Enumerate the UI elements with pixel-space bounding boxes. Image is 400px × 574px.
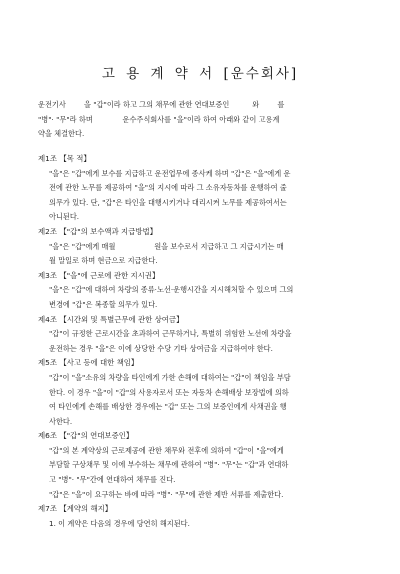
article-heading: 제4조 【시간외 및 특별근무에 관한 상여금】 <box>38 314 184 324</box>
article-line: 한다. 이 경우 "을"이 "갑"의 사용자로서 또는 자동차 손해배상 보장법에 의하 <box>49 387 289 397</box>
article-1 <box>38 152 368 225</box>
article-line: 변경에 "갑"은 복종할 의무가 있다. <box>49 299 158 309</box>
article-line: "을"은 "갑"에게 보수를 지급하고 운전업무에 종사케 하며 "갑"은 "을"에게 운 <box>49 168 291 178</box>
article-line: 운전하는 경우 "을"은 이에 상당한 수당 기타 상여금을 지급하여야 한다. <box>49 343 273 353</box>
article-2 <box>38 225 368 269</box>
article-line: 사한다. <box>49 416 73 426</box>
article-line: 아니된다. <box>49 212 80 222</box>
article-5 <box>38 356 368 429</box>
article-body <box>38 517 368 532</box>
article-body <box>38 371 368 429</box>
article-body <box>38 444 368 502</box>
article-line: 의무가 있다. 단, "갑"은 타인을 대행시키거나 대리시켜 노무를 제공하여서는 <box>49 197 287 207</box>
intro-line: "병"· "무"라 하며 운수주식회사를 "을"이라 하여 아래와 같이 고용계 <box>38 114 280 124</box>
article-3 <box>38 269 368 313</box>
article-line: "을"은 "갑"에 대하여 차량의 종류·노선·운행시간을 지시해처할 수 있으며 그의 <box>49 285 294 295</box>
article-heading: 제5조 【사고 등에 대한 책임】 <box>38 358 139 368</box>
article-line: "갑"이 규정한 근로시간을 초과하여 근무하거나, 특별히 위험한 노선에 차량을 <box>49 329 292 339</box>
article-7 <box>38 502 368 531</box>
article-line: "을"은 "갑"에게 매월 원을 보수로서 지급하고 그 지급시기는 매 <box>49 241 284 251</box>
article-line: "갑"은 "을"이 요구하는 바에 따라 "병"· "무"에 관한 제반 서류를 제출한다. <box>49 489 284 499</box>
intro-line: 운전기사 을 "갑"이라 하고 그의 채무에 관한 연대보증인 와 를 <box>38 100 285 109</box>
article-line: 고 "병"· "무"간에 연대하여 채무를 진다. <box>49 475 176 485</box>
article-heading: 제7조 【계약의 해지】 <box>38 504 113 514</box>
article-line: 1. 이 계약은 다음의 경우에 당연히 해지된다. <box>49 518 190 528</box>
article-heading: 제2조 【"갑"의 보수액과 지급방법】 <box>38 226 158 236</box>
article-line: 월 말일로 하며 현금으로 지급한다. <box>49 256 158 266</box>
intro-line: 약을 체결한다. <box>38 129 85 138</box>
article-body <box>38 240 368 269</box>
article-line: "갑"의 본 계약상의 근로제공에 관한 채무와 전후에 의하여 "갑"이 "을"에게 <box>49 445 284 455</box>
article-heading: 제6조 【"갑"의 연대보증인】 <box>38 431 134 441</box>
article-body <box>38 283 368 312</box>
intro-paragraph <box>38 98 368 142</box>
article-line: 부담할 구상채무 및 이에 부수하는 채무에 관하여 "병"· "무"는 "갑"과 연대하 <box>49 460 289 470</box>
article-4 <box>38 313 368 357</box>
article-line: 여 타인에게 손해를 배상한 경우에는 "갑" 또는 그의 보증인에게 사채권을 행 <box>49 402 287 412</box>
article-line: 전에 관한 노무를 제공하여 "을"의 지시에 따라 그 소유자동차를 운행하여 줄 <box>49 183 287 193</box>
article-body <box>38 327 368 356</box>
article-heading: 제1조 【목 적】 <box>38 154 91 163</box>
article-body <box>38 167 368 225</box>
document-title: 고 용 계 약 서 [운수회사] <box>101 66 299 82</box>
article-6 <box>38 429 368 502</box>
article-line: "갑"이 "을"소유의 차량을 타인에게 가한 손해에 대하여는 "갑"이 책임을 부담 <box>49 372 291 382</box>
article-heading: 제3조 【"을"에 근로에 관한 지시권】 <box>38 270 160 280</box>
articles-list <box>38 152 368 531</box>
